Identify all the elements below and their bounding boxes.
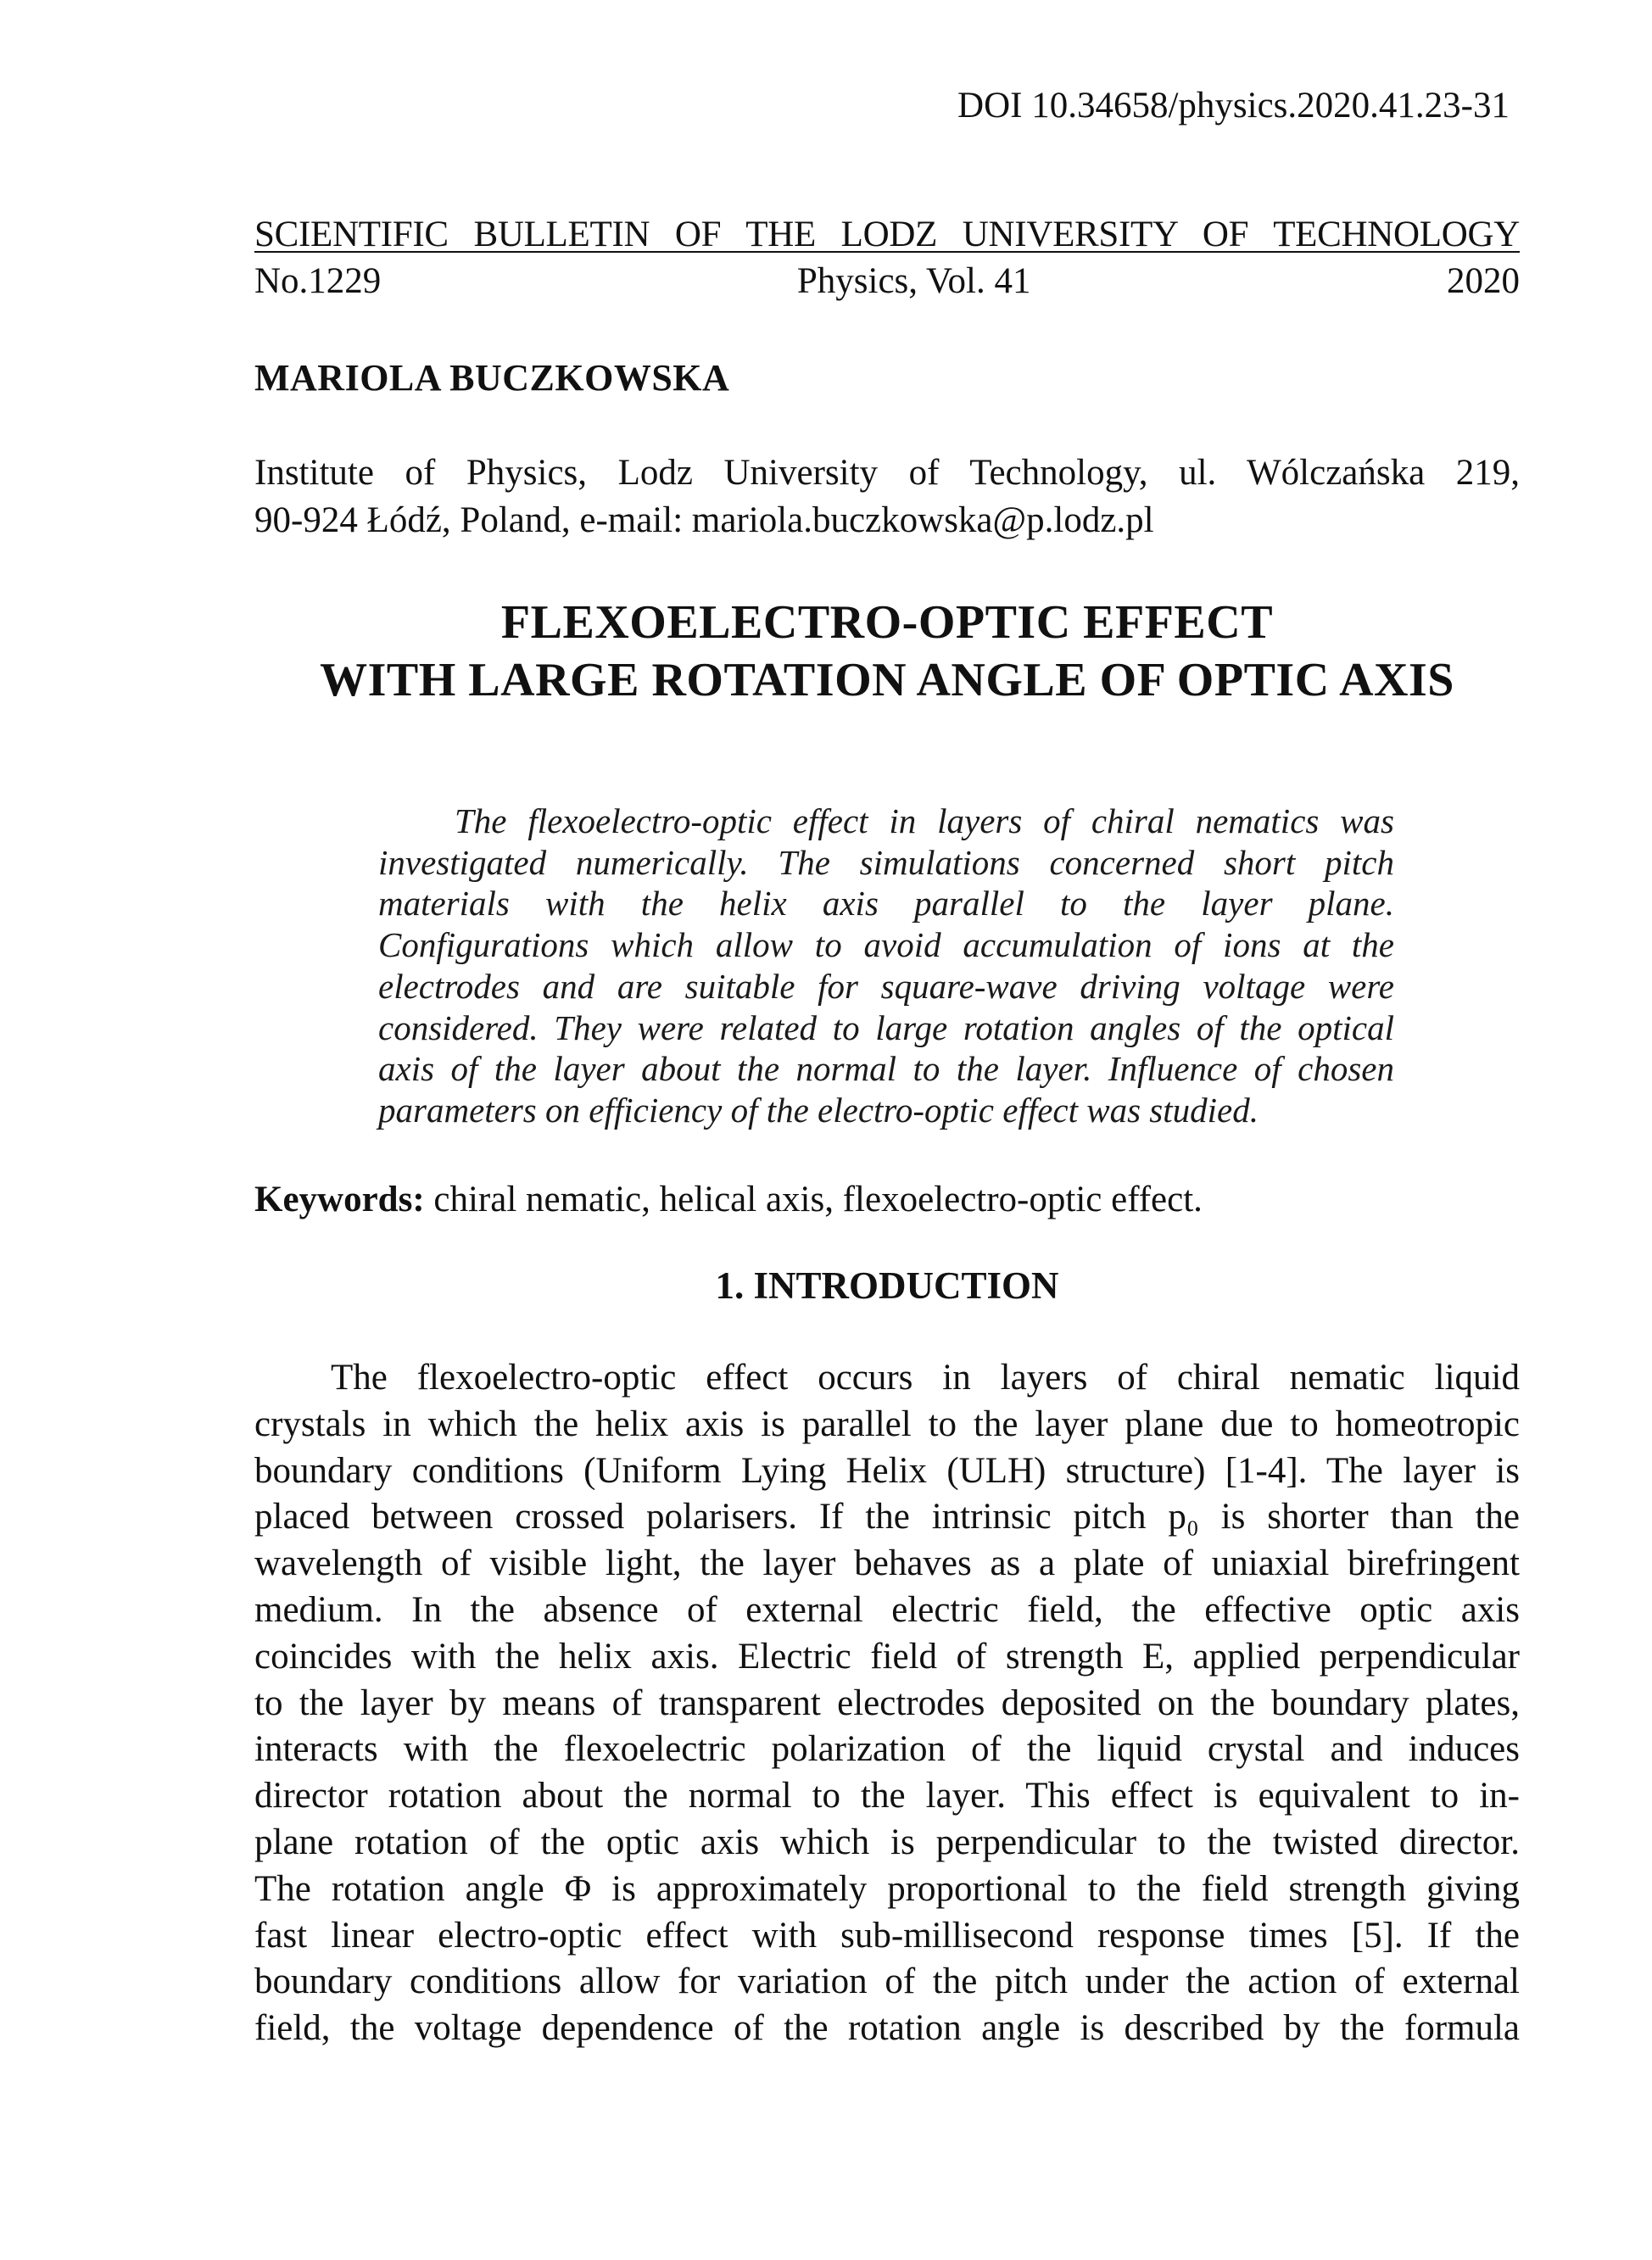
abstract-line: materials with the helix axis parallel to the layer plane.: [378, 884, 1394, 924]
doi-label: DOI 10.34658/physics.2020.41.23-31: [957, 86, 1510, 126]
paragraph-line: field, the voltage dependence of the rotation angle is described by the formula: [254, 2008, 1520, 2049]
abstract-line: axis of the layer about the normal to the layer. Influence of chosen: [378, 1049, 1394, 1089]
journal-header: [254, 214, 1520, 302]
abstract: [378, 801, 1394, 1131]
introduction-body: [254, 1355, 1520, 2052]
abstract-line: investigated numerically. The simulations concerned short pitch: [378, 842, 1394, 882]
paper-title: [254, 594, 1520, 709]
keywords-label: Keywords:: [254, 1180, 425, 1219]
affiliation-line-2: 90-924 Łódź, Poland, e-mail: mariola.buczkowska@p.lodz.pl: [254, 500, 1154, 540]
paragraph-line: The flexoelectro-optic effect occurs in layers of chiral nematic liquid: [331, 1358, 1520, 1398]
abstract-line: considered. They were related to large rotation angles of the optical: [378, 1007, 1394, 1047]
paragraph-line: plane rotation of the optic axis which is perpendicular to the twisted director.: [254, 1822, 1520, 1862]
title-line-1: FLEXOELECTRO-OPTIC EFFECT: [500, 596, 1274, 649]
paragraph-line: crystals in which the helix axis is parallel to the layer plane due to homeotropic: [254, 1403, 1520, 1444]
series-volume: Physics, Vol. 41: [796, 261, 1031, 301]
abstract-line: Configurations which allow to avoid accumulation of ions at the: [378, 925, 1394, 965]
title-line-2: WITH LARGE ROTATION ANGLE OF OPTIC AXIS: [320, 654, 1454, 706]
affiliation-line-1: Institute of Physics, Lodz University of Technology, ul. Wólczańska 219,: [254, 453, 1520, 493]
abstract-line: parameters on efficiency of the electro-optic effect was studied.: [378, 1090, 1259, 1130]
paragraph-line: boundary conditions allow for variation of the pitch under the action of external: [254, 1961, 1520, 2002]
abstract-line: electrodes and are suitable for square-wave driving voltage were: [378, 966, 1394, 1006]
paragraph-line: boundary conditions (Uniform Lying Helix (ULH) structure) [1-4]. The layer is: [254, 1450, 1520, 1491]
paragraph-line: to the layer by means of transparent electrodes deposited on the boundary plates,: [254, 1682, 1520, 1723]
paragraph-line: director rotation about the normal to the layer. This effect is equivalent to in-: [254, 1776, 1520, 1816]
journal-issue-row: [254, 260, 1520, 302]
author-name: MARIOLA BUCZKOWSKA: [254, 357, 730, 399]
paragraph-line: fast linear electro-optic effect with sub-millisecond response times [5]. If the: [254, 1915, 1520, 1956]
paragraph-line: medium. In the absence of external electric field, the effective optic axis: [254, 1589, 1520, 1630]
keywords: [254, 1179, 1203, 1220]
paragraph-line: The rotation angle Φ is approximately proportional to the field strength giving: [254, 1868, 1520, 1909]
abstract-line: The flexoelectro-optic effect in layers of chiral nematics was: [455, 801, 1394, 840]
section-heading: 1. INTRODUCTION: [715, 1264, 1059, 1307]
journal-title: SCIENTIFIC BULLETIN OF THE LODZ UNIVERSITY OF TECHNOLOGY: [254, 215, 1520, 254]
keywords-text: chiral nematic, helical axis, flexoelectro-optic effect.: [424, 1180, 1203, 1219]
affiliation: [254, 449, 1520, 544]
paragraph-line: interacts with the flexoelectric polarization of the liquid crystal and induces: [254, 1729, 1520, 1770]
paragraph-line: coincides with the helix axis. Electric field of strength E, applied perpendicular: [254, 1636, 1520, 1677]
paragraph-line: wavelength of visible light, the layer behaves as a plate of uniaxial birefringent: [254, 1543, 1520, 1584]
paragraph-line: placed between crossed polarisers. If the intrinsic pitch p₀ is shorter than the: [254, 1497, 1520, 1537]
publication-year: 2020: [1446, 261, 1520, 301]
issue-number: No.1229: [254, 261, 382, 301]
